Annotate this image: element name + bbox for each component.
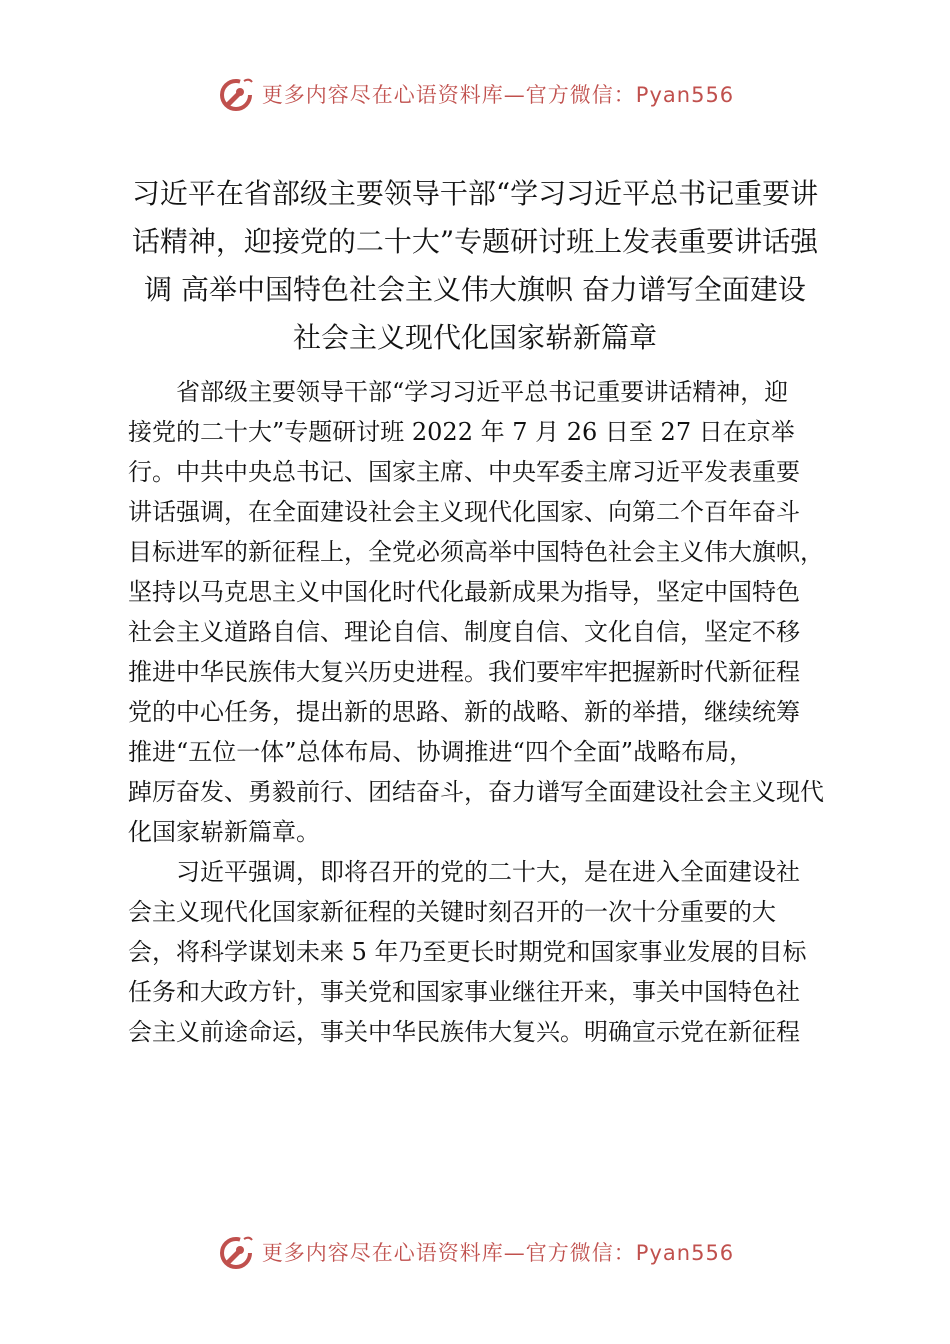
- body-line: 推进“五位一体”总体布局、协调推进“四个全面”战略布局，: [128, 738, 754, 766]
- title-line: 话精神，迎接党的二十大”专题研讨班上发表重要讲话强: [131, 225, 819, 258]
- watermark-text: 更多内容尽在心语资料库—官方微信：Pyan556: [261, 1241, 735, 1265]
- body-line: 省部级主要领导干部“学习习近平总书记重要讲话精神，迎: [128, 378, 789, 406]
- body-line: 社会主义道路自信、理论自信、制度自信、文化自信，坚定不移: [128, 618, 800, 646]
- brush-circle-logo-icon: [216, 1232, 256, 1272]
- body-line: 踔厉奋发、勇毅前行、团结奋斗，奋力谱写全面建设社会主义现代: [128, 778, 824, 806]
- title-line: 社会主义现代化国家崭新篇章: [292, 321, 657, 354]
- header-watermark: [0, 70, 950, 118]
- brush-circle-logo-icon: [216, 74, 256, 114]
- footer-watermark: [0, 1228, 950, 1276]
- body-line: 习近平强调，即将召开的党的二十大，是在进入全面建设社: [128, 858, 800, 886]
- title-line: 习近平在省部级主要领导干部“学习习近平总书记重要讲: [131, 177, 819, 210]
- body-line: 会主义现代化国家新征程的关键时刻召开的一次十分重要的大: [128, 898, 776, 926]
- body-line: 推进中华民族伟大复兴历史进程。我们要牢牢把握新时代新征程: [128, 658, 800, 686]
- body-line: 化国家崭新篇章。: [128, 818, 320, 846]
- body-line: 党的中心任务，提出新的思路、新的战略、新的举措，继续统筹: [128, 698, 800, 726]
- body-line: 会，将科学谋划未来 5 年乃至更长时期党和国家事业发展的目标: [128, 938, 807, 966]
- body-line: 目标进军的新征程上，全党必须高举中国特色社会主义伟大旗帜，: [128, 538, 824, 566]
- body-line: 接党的二十大”专题研讨班 2022 年 7 月 26 日至 27 日在京举: [128, 418, 795, 446]
- body-line: 讲话强调，在全面建设社会主义现代化国家、向第二个百年奋斗: [128, 498, 800, 526]
- watermark-text: 更多内容尽在心语资料库—官方微信：Pyan556: [261, 83, 735, 107]
- document-title: [130, 170, 820, 362]
- body-line: 坚持以马克思主义中国化时代化最新成果为指导，坚定中国特色: [128, 578, 800, 606]
- body-line: 任务和大政方针，事关党和国家事业继往开来，事关中国特色社: [128, 978, 800, 1006]
- body-line: 行。中共中央总书记、国家主席、中央军委主席习近平发表重要: [128, 458, 800, 486]
- body-line: 会主义前途命运，事关中华民族伟大复兴。明确宣示党在新征程: [128, 1018, 800, 1046]
- title-line: 调 高举中国特色社会主义伟大旗帜 奋力谱写全面建设: [144, 273, 806, 306]
